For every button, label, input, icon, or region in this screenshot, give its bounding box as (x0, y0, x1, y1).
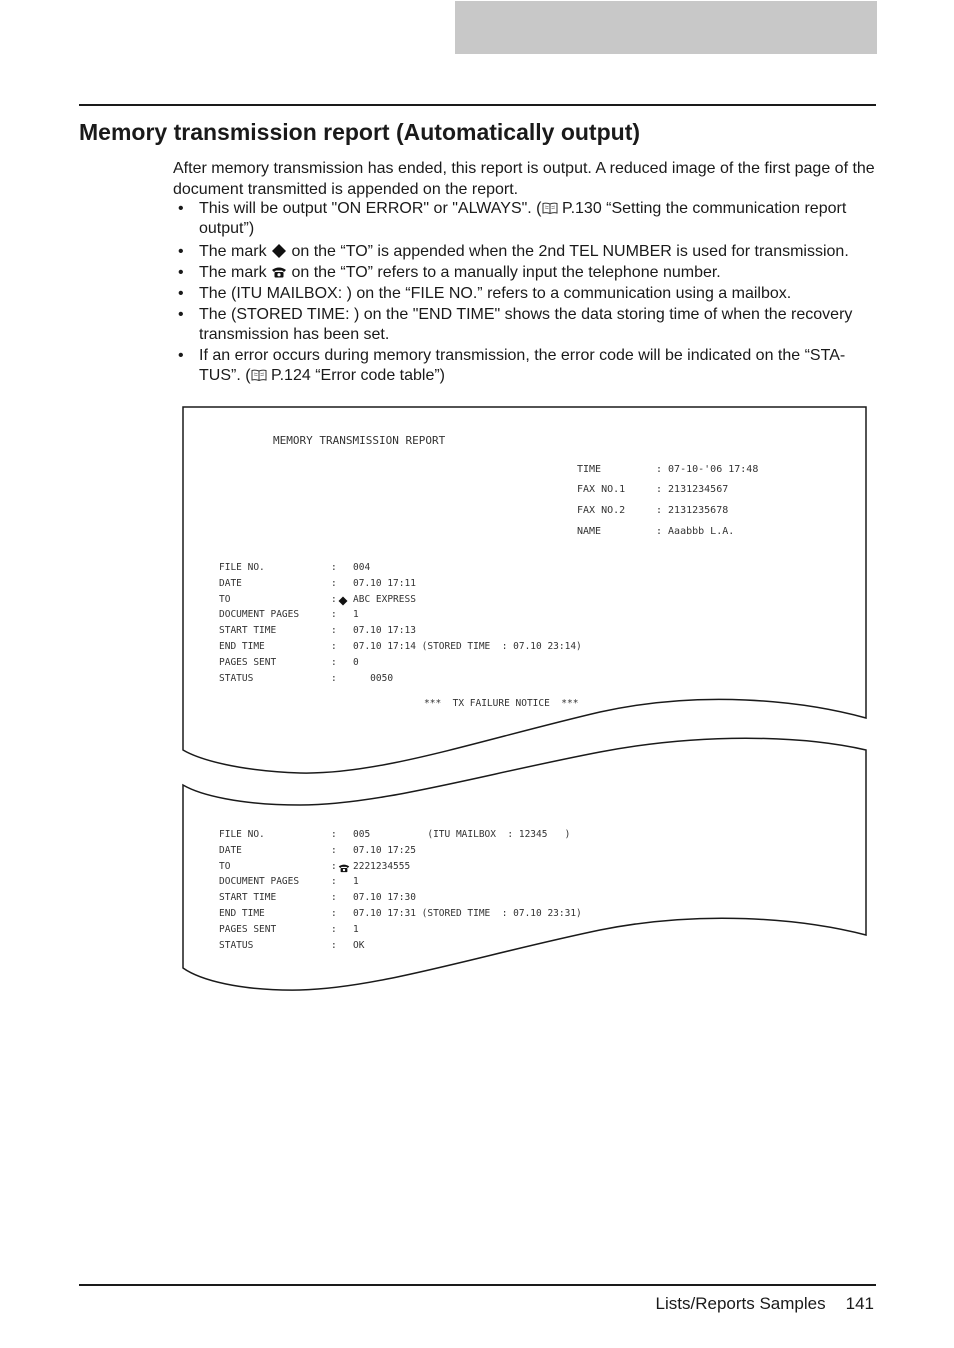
list-item: • This will be output "ON ERROR" or "ALWAYS". ( P.130 “Setting the communication report output”) (173, 199, 878, 239)
record-colon: : (331, 892, 337, 903)
list-item: • If an error occurs during memory transmission, the error code will be indicated on the “STA-TUS”. ( P.124 “Error code table”) (173, 346, 878, 386)
record-field-label: DOCUMENT PAGES (219, 876, 300, 887)
record-colon: : (331, 594, 337, 605)
report-header-value: : 07-10-'06 17:48 (656, 464, 759, 475)
record-field-label: DOCUMENT PAGES (219, 609, 300, 620)
record-colon: : (331, 562, 337, 573)
record-field-label: END TIME (219, 641, 265, 652)
section-title: Memory transmission report (Automatically output) (79, 119, 641, 145)
record-field-label: PAGES SENT (219, 924, 277, 935)
record-field-value: 07.10 17:25 (353, 845, 416, 856)
record-colon: : (331, 861, 337, 872)
record-colon: : (331, 845, 337, 856)
record-field-label: FILE NO. (219, 829, 265, 840)
record-field-value: 07.10 17:14 (STORED TIME : 07.10 23:14) (353, 641, 582, 652)
record-field-value: 004 (353, 562, 371, 573)
page-footer (656, 1294, 874, 1314)
record-field-value: 07.10 17:13 (353, 625, 416, 636)
report-title: MEMORY TRANSMISSION REPORT (273, 434, 446, 447)
tx-failure-notice: *** TX FAILURE NOTICE *** (424, 698, 579, 709)
record-colon: : (331, 609, 337, 620)
report-sheet-bottom (183, 738, 866, 990)
record-field-label: DATE (219, 578, 242, 589)
record-colon: : (331, 625, 337, 636)
intro-paragraph: After memory transmission has ended, this report is output. A reduced image of the first page of the document transmitted is appended on the report. (173, 160, 875, 198)
report-header-value: : Aaabbb L.A. (656, 526, 735, 537)
record-field-value: 2221234555 (353, 861, 411, 872)
record-status-value: 0050 (353, 673, 394, 684)
list-item: • The (ITU MAILBOX: ) on the “FILE NO.” refers to a communication using a mailbox. (173, 284, 878, 304)
record-status-value: OK (353, 940, 365, 951)
record-field-label: STATUS (219, 940, 254, 951)
record-field-label: END TIME (219, 908, 265, 919)
record-colon: : (331, 673, 337, 684)
record-colon: : (331, 924, 337, 935)
bottom-rule (79, 1284, 876, 1286)
list-item: • The (STORED TIME: ) on the "END TIME" shows the data storing time of when the recovery transmission has been set. (173, 305, 878, 345)
record-colon: : (331, 940, 337, 951)
page-number: 141 (845, 1294, 874, 1313)
record-field-label: FILE NO. (219, 562, 265, 573)
report-header-value: : 2131234567 (656, 484, 729, 495)
record-field-value: 005 (ITU MAILBOX : 12345 ) (353, 829, 571, 840)
list-item: • The mark on the “TO” is appended when the 2nd TEL NUMBER is used for transmission. (173, 242, 878, 262)
telephone-icon (338, 863, 350, 873)
record-field-value: 07.10 17:11 (353, 578, 416, 589)
report-sheet-top (183, 407, 866, 773)
record-field-value: 1 (353, 924, 359, 935)
record-field-label: TO (219, 861, 231, 872)
record-field-value: 07.10 17:30 (353, 892, 416, 903)
record-colon: : (331, 641, 337, 652)
record-field-label: DATE (219, 845, 242, 856)
footer-section-name: Lists/Reports Samples (655, 1294, 826, 1313)
record-colon: : (331, 908, 337, 919)
record-field-label: START TIME (219, 625, 277, 636)
record-colon: : (331, 876, 337, 887)
record-field-value: 1 (353, 876, 359, 887)
record-field-label: STATUS (219, 673, 254, 684)
report-header-label: TIME (577, 464, 602, 475)
record-field-label: START TIME (219, 892, 277, 903)
report-header-label: NAME (577, 526, 602, 537)
record-field-value: 0 (353, 657, 359, 668)
record-colon: : (331, 578, 337, 589)
record-field-value: ABC EXPRESS (353, 594, 416, 605)
list-item: • The mark on the “TO” refers to a manually input the telephone number. (173, 263, 878, 283)
report-header-label: FAX NO.1 (577, 484, 626, 495)
record-field-label: PAGES SENT (219, 657, 277, 668)
record-field-label: TO (219, 594, 231, 605)
report-header-label: FAX NO.2 (577, 505, 626, 516)
record-field-value: 07.10 17:31 (STORED TIME : 07.10 23:31) (353, 908, 582, 919)
report-header-value: : 2131235678 (656, 505, 729, 516)
record-field-value: 1 (353, 609, 359, 620)
record-colon: : (331, 829, 337, 840)
record-colon: : (331, 657, 337, 668)
diamond-icon (338, 596, 348, 606)
